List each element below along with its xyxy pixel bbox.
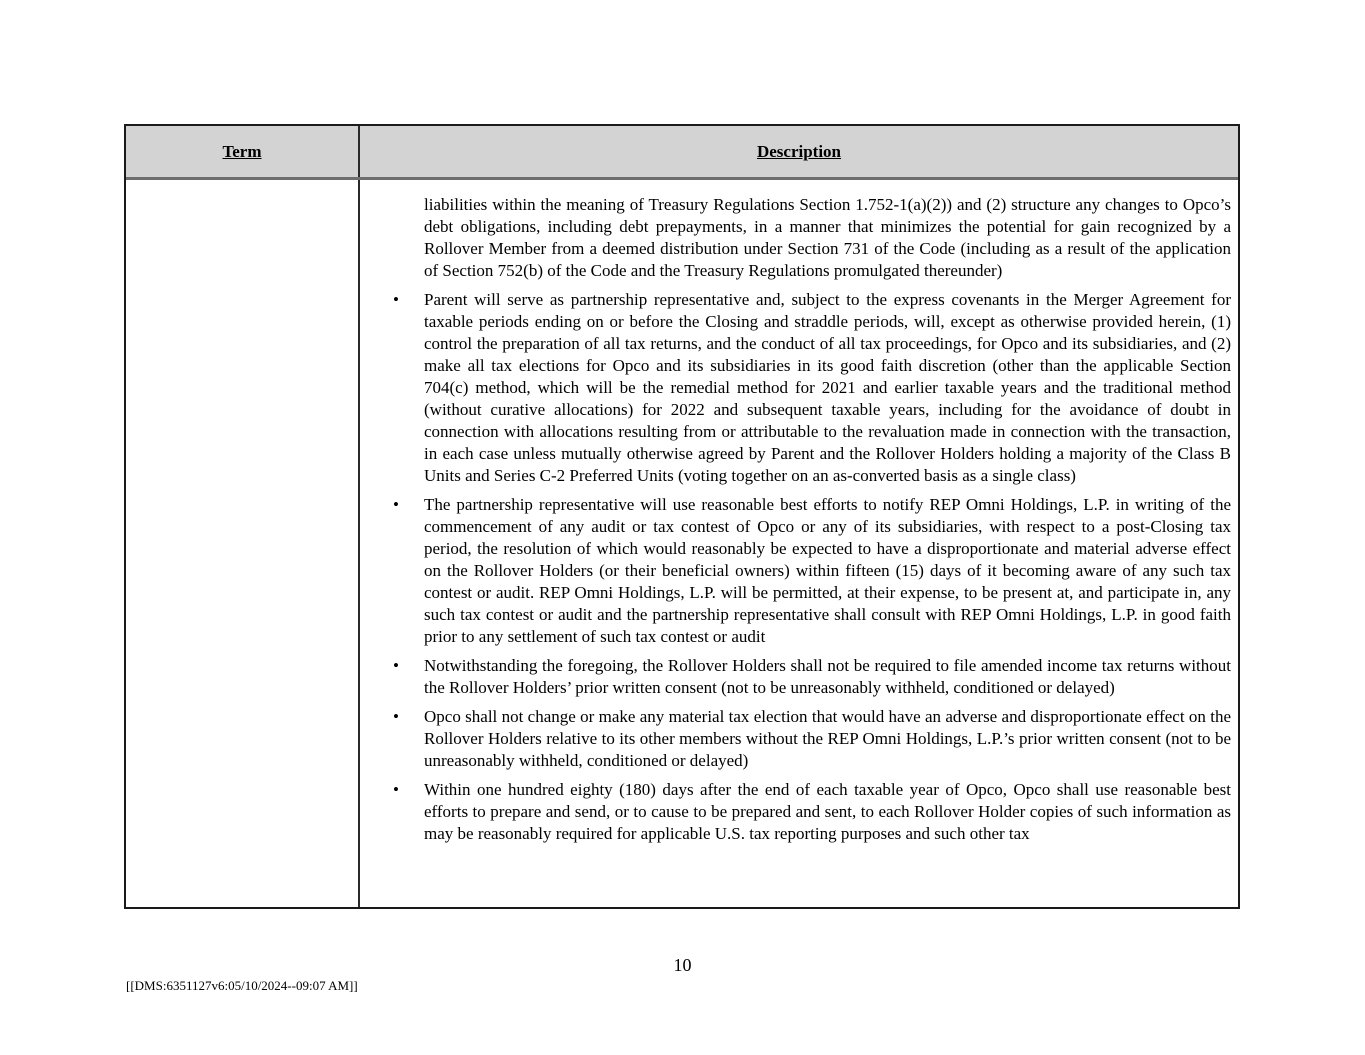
table-header-row <box>126 126 1238 180</box>
bullet-icon: • <box>393 656 399 675</box>
continuation-text: liabilities within the meaning of Treasury Regulations Section 1.752-1(a)(2)) and (2) structure any changes to Opco’s debt obligations, including debt prepayments, in a manner that minimizes the potential for gain recognized by a Rollover Member from a deemed distribution under Section 731 of the Code (including as a result of the application of Section 752(b) of the Code and the Treasury Regulations promulgated thereunder) <box>424 195 1231 280</box>
bullet-icon: • <box>393 495 399 514</box>
continuation-paragraph <box>360 194 1231 282</box>
bullet-text: Opco shall not change or make any material tax election that would have an adverse and disproportionate effect on the Rollover Holders relative to its other members without the REP Omni Holdings, L.P.’s prior written consent (not to be unreasonably withheld, conditioned or delayed) <box>424 707 1231 770</box>
table-body-row <box>126 180 1238 907</box>
bullet-text: Within one hundred eighty (180) days after the end of each taxable year of Opco, Opco shall use reasonable best efforts to prepare and send, or to cause to be prepared and sent, to each Rollover Holder copies of such information as may be reasonably required for applicable U.S. tax reporting purposes and such other tax <box>424 780 1231 843</box>
bullet-text: The partnership representative will use reasonable best efforts to notify REP Omni Holdings, L.P. in writing of the commencement of any audit or tax contest of Opco or any of its subsidiaries, with respect to a post-Closing tax period, the resolution of which would reasonably be expected to have a disproportionate and material adverse effect on the Rollover Holders (or their beneficial owners) within fifteen (15) days of it becoming aware of any such tax contest or audit. REP Omni Holdings, L.P. will be permitted, at their expense, to be present at, and participate in, any such tax contest or audit and the partnership representative shall consult with REP Omni Holdings, L.P. in good faith prior to any settlement of such tax contest or audit <box>424 495 1231 646</box>
bullet-icon: • <box>393 290 399 309</box>
term-cell <box>126 180 360 907</box>
bullet-icon: • <box>393 780 399 799</box>
description-cell <box>360 180 1238 907</box>
term-column-header: Term <box>126 126 360 177</box>
bullet-icon: • <box>393 707 399 726</box>
term-description-table <box>124 124 1240 909</box>
description-column-header: Description <box>756 141 842 161</box>
bullet-item <box>360 706 1231 772</box>
bullet-item <box>360 494 1231 648</box>
bullet-item <box>360 655 1231 699</box>
bullet-item <box>360 289 1231 487</box>
bullet-text: Notwithstanding the foregoing, the Rollover Holders shall not be required to file amended income tax returns without the Rollover Holders’ prior written consent (not to be unreasonably withheld, conditioned or delayed) <box>424 656 1231 697</box>
bullet-item <box>360 779 1231 845</box>
dms-stamp: [[DMS:6351127v6:05/10/2024--09:07 AM]] <box>126 978 358 993</box>
page-number: 10 <box>673 955 692 975</box>
bullet-text: Parent will serve as partnership representative and, subject to the express covenants in the Merger Agreement for taxable periods ending on or before the Closing and straddle periods, will, except as otherwise provided herein, (1) control the preparation of all tax returns, and the conduct of all tax proceedings, for Opco and its subsidiaries, and (2) make all tax elections for Opco and its subsidiaries in its good faith discretion (other than the applicable Section 704(c) method, which will be the remedial method for 2021 and earlier taxable years and the traditional method (without curative allocations) for 2022 and subsequent taxable years, including for the avoidance of doubt in connection with allocations resulting from or attributable to the revaluation made in connection with the transaction, in each case unless mutually otherwise agreed by Parent and the Rollover Holders holding a majority of the Class B Units and Series C-2 Preferred Units (voting together on an as-converted basis as a single class) <box>424 290 1231 485</box>
